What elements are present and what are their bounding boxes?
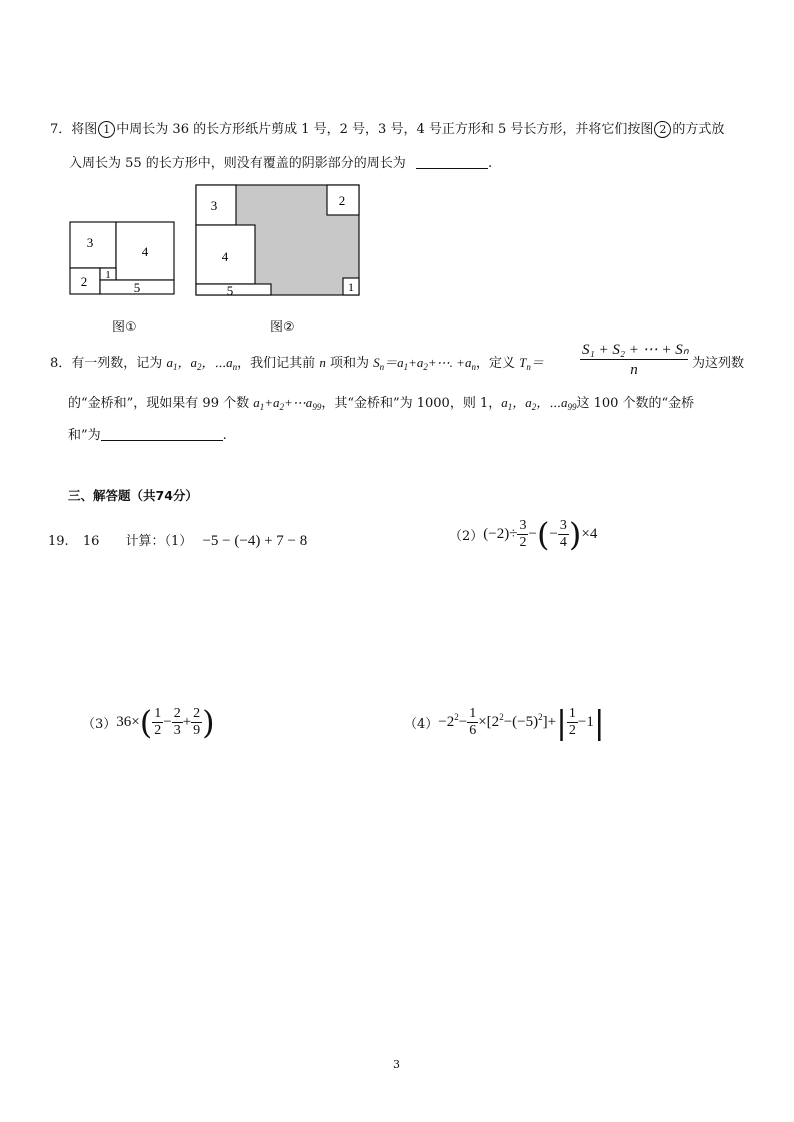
q7-text-a: 将图 — [71, 122, 98, 137]
q8-line3-text: 和”为 — [68, 428, 101, 443]
q19-p2-frac-3-4: $\frac{3}{4}$ — [559, 518, 567, 550]
q19-p1-expression: −5 − (−4) + 7 − 8 — [202, 533, 308, 549]
q19-p4-label: （4） — [404, 717, 439, 732]
fig2-label-4: 4 — [221, 249, 229, 264]
q8-tn-fraction — [580, 341, 688, 380]
q7-line2 — [69, 152, 492, 171]
q8-frac-numerator: S₁ + S₂ + ⋯ + Sₙ — [582, 342, 689, 358]
q8-line3: 和”为 . — [68, 428, 227, 443]
q7-period: . — [487, 156, 493, 171]
q8-line2-b: ，其“金桥和”为 1000，则 1， — [321, 396, 502, 411]
fig2-label-5: 5 — [226, 283, 234, 298]
q8-line2 — [68, 392, 694, 412]
fig2-label-2: 2 — [338, 193, 346, 208]
q8-seq-b: $a_1$，$a_2$，$\cdots a_{99}$ — [501, 395, 577, 412]
q8-t1: 有一列数，记为 — [71, 356, 163, 371]
q7-line2-text: 入周长为 55 的长方形中，则没有覆盖的阴影部分的周长为 — [69, 156, 406, 171]
q8-tn: $T_n=$ — [519, 355, 544, 372]
q8-sn-def: $S_n=a_1+a_2+\cdots$. $+a_n$ — [373, 355, 476, 372]
figure-1 — [68, 220, 178, 298]
q19-p3-expression: 36× — [116, 714, 140, 730]
q19-points: 16 — [82, 534, 100, 549]
q8-line1-end — [692, 352, 744, 371]
q7-text-b: 中周长为 36 的长方形纸片剪成 1 号，2 号，3 号，4 号正方形和 5 号长方形，并将它们按图 — [116, 122, 654, 137]
fig1-label-4: 4 — [141, 244, 149, 259]
q19-p2-expression: (−2)÷ — [483, 526, 518, 542]
q8-frac-denominator: n — [580, 359, 688, 380]
q7-fig2-ref: 2 — [654, 121, 671, 138]
fig2-rect-5 — [196, 284, 271, 295]
fig1-caption — [112, 316, 137, 335]
q7-line1 — [50, 118, 724, 138]
q8-t5: 为这列数 — [692, 356, 745, 371]
q7-fig1-ref: 1 — [98, 121, 115, 138]
q19-p4-expression: $-2^2-$ — [438, 712, 468, 730]
q8-number: 8． — [50, 356, 72, 371]
q19-p2-label: （2） — [449, 529, 484, 544]
q8-t4: ，定义 — [475, 356, 515, 371]
q19-p3: （3）36×( $\frac{1}{2}$ − $\frac{2}{3}$ + $\frac{2}{9}$ ) — [82, 703, 215, 742]
fig1-label-5: 5 — [133, 280, 141, 295]
q8-line2-a: 的“金桥和”，现如果有 99 个数 — [68, 396, 250, 411]
fig2-caption-prefix: 图 — [270, 320, 284, 335]
q19-p2: （2）(−2)÷ $\frac{3}{2}$ −(− $\frac{3}{4}$ )×4 — [449, 515, 598, 554]
q8-n: n — [319, 355, 326, 370]
q19-p4-frac-1-2: $\frac{1}{2}$ — [568, 706, 576, 738]
fig1-label-2: 2 — [80, 274, 88, 289]
q19-header — [48, 530, 307, 550]
fig2-label-3: 3 — [210, 198, 218, 213]
page-number: 3 — [393, 1058, 400, 1071]
fig1-caption-prefix: 图 — [112, 320, 126, 335]
fig2-label-1: 1 — [348, 280, 354, 294]
fig2-caption — [270, 316, 295, 335]
q7-number: 7． — [50, 122, 72, 137]
q8-line2-c: 这 100 个数的“金桥 — [576, 396, 695, 411]
figure-2 — [194, 183, 362, 298]
q8-seq-a: $a_1$，$a_2$，$\cdots a_n$ — [166, 355, 238, 372]
fig1-caption-num: ① — [125, 320, 137, 335]
q7-answer-blank[interactable] — [416, 154, 488, 169]
fig1-label-3: 3 — [86, 235, 94, 250]
q7-text-c: 的方式放 — [672, 122, 725, 137]
q19-p4: $(4)-2^2-$ $\frac{1}{6}$ $\times[2^2-(-5)^2]+|$ $\frac{1}{2}$ −1| — [404, 703, 605, 742]
q19-number: 19. — [48, 534, 69, 549]
q19-p4-frac-1-6: $\frac{1}{6}$ — [469, 706, 477, 738]
q8-t3: 项和为 — [329, 356, 369, 371]
q8-answer-blank[interactable] — [101, 426, 223, 441]
q19-p2-frac-3-2: $\frac{3}{2}$ — [519, 518, 527, 550]
fig1-label-1: 1 — [105, 269, 111, 281]
fig2-caption-num: ② — [283, 320, 295, 335]
q19-p3-frac-2-3: $\frac{2}{3}$ — [173, 706, 181, 738]
q8-sum99: $a_1+a_2+\cdots a_{99}$ — [253, 395, 322, 412]
section-3-title: 三、解答题（共74分） — [68, 488, 198, 503]
q8-t2: ，我们记其前 — [237, 356, 316, 371]
q8-line1 — [50, 352, 544, 372]
q19-p3-label: （3） — [82, 717, 117, 732]
q19-p3-frac-1-2: $\frac{1}{2}$ — [154, 706, 162, 738]
q19-p3-frac-2-9: $\frac{2}{9}$ — [193, 706, 201, 738]
q19-p1-label: （1） — [164, 534, 193, 549]
q19-label: 计算： — [125, 534, 165, 549]
